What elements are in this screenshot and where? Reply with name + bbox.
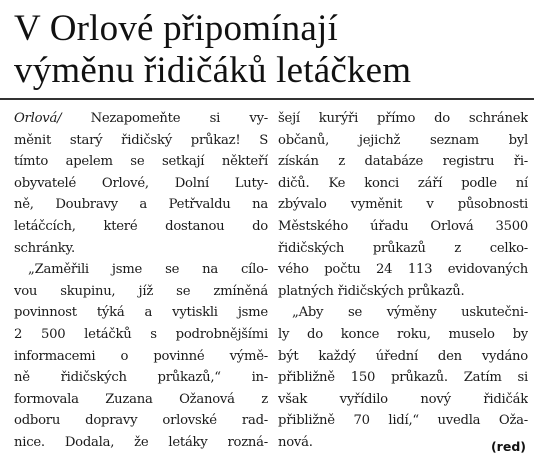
author-byline: (red): [490, 439, 526, 454]
headline: [14, 8, 524, 92]
article-line: přibližně 70 lidí,“ uvedla Oža-: [278, 413, 528, 429]
article-line: informacemi o povinné výmě-: [14, 348, 268, 364]
article-line: ně, Doubravy a Petřvaldu na: [14, 197, 268, 213]
article-line: ly do konce roku, muselo by: [278, 326, 528, 342]
article-column-right: [278, 108, 528, 454]
article-line: nová.: [278, 434, 313, 450]
article-line: měnit starý řidičský průkaz! S: [14, 132, 268, 148]
article-line: vou skupinu, jíž se zmíněná: [14, 283, 268, 299]
article-line: dičů. Ke konci září podle ní: [278, 175, 528, 191]
article-line: přibližně 150 průkazů. Zatím si: [278, 370, 528, 386]
article-line: letáčcích, které dostanou do: [14, 218, 268, 234]
article-line: nice. Dodala, že letáky rozná-: [14, 434, 268, 450]
article-line: „Zaměřili jsme se na cílo-: [28, 262, 268, 278]
article-line: [14, 108, 268, 130]
headline-line-2: výměnu řidičáků letáčkem: [14, 50, 412, 91]
article-line: šejí kurýři přímo do schránek: [278, 111, 528, 126]
article-line: platných řidičských průkazů.: [278, 283, 465, 299]
article-line: Městského úřadu Orlová 3500: [278, 218, 528, 234]
article-line: získán z databáze registru ři-: [278, 154, 528, 170]
article-line: obyvatelé Orlové, Dolní Luty-: [14, 175, 268, 191]
article-line: však vyřídilo nový řidičák: [278, 391, 528, 407]
article-line: řidičských průkazů z celko-: [278, 240, 528, 256]
article-line: tímto apelem se setkají někteří: [14, 154, 268, 170]
article-line: 2 500 letáčků s podrobnějšími: [14, 326, 268, 342]
article-line: vého počtu 24 113 evidovaných: [278, 262, 528, 278]
article-line: občanů, jejichž seznam byl: [278, 132, 528, 148]
article-column-left: [14, 108, 268, 454]
article-line: schránky.: [14, 240, 75, 256]
article-line: „Aby se výměny uskutečni-: [292, 305, 528, 321]
article-line: být každý úřední den vydáno: [278, 348, 528, 364]
article-line: odboru dopravy orlovské rad-: [14, 413, 268, 429]
article-line: zbývalo vyměnit v působnosti: [278, 197, 528, 213]
article-line: formovala Zuzana Ožanová z: [14, 391, 268, 407]
article-place: Orlová/: [14, 111, 62, 126]
headline-line-1: V Orlové připomínají: [14, 8, 338, 49]
article-line: povinnost týká a vytiskli jsme: [14, 305, 268, 321]
article-line-text: Nezapomeňte si vy-: [61, 111, 268, 126]
headline-divider: [0, 98, 534, 100]
article-line: ně řidičských průkazů,“ in-: [14, 370, 268, 386]
